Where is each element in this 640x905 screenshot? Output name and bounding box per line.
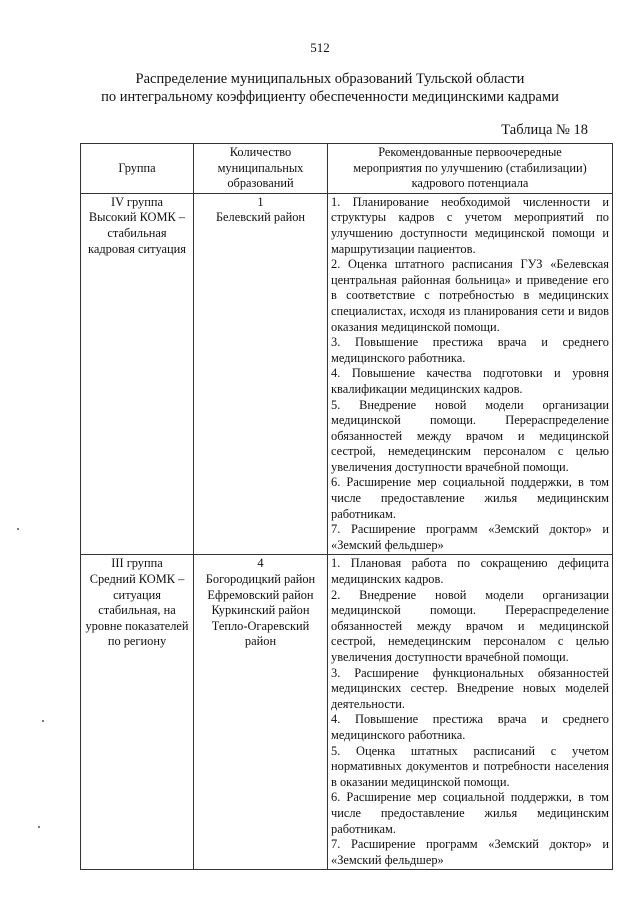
measure-item: 2. Оценка штатного расписания ГУЗ «Белевская центральная районная больница» и приведение его в соответствие с потребностью в медицинских специалистах, исходя из планирования сети и видов оказания медицинской помощи. bbox=[331, 257, 609, 334]
table-row bbox=[81, 555, 613, 870]
municipality-count: 4 bbox=[257, 556, 264, 571]
header-measures: Рекомендованные первоочередные мероприятия по улучшению (стабилизации) кадрового потенциала bbox=[328, 144, 613, 194]
measure-item: 5. Оценка штатных расписаний с учетом нормативных документов и потребности населения в оказании медицинской помощи. bbox=[331, 743, 609, 789]
measure-item: 7. Расширение программ «Земский доктор» и «Земский фельдшер» bbox=[331, 522, 609, 552]
scan-speck bbox=[38, 826, 40, 828]
measure-item: 6. Расширение мер социальной поддержки, в том числе предоставление жилья медицинским работникам. bbox=[331, 790, 609, 836]
row-measures bbox=[328, 555, 613, 870]
title-line-1: Распределение муниципальных образований Тульской области bbox=[135, 71, 525, 87]
document-title bbox=[60, 70, 600, 106]
table-header-row bbox=[81, 144, 613, 194]
measure-item: 4. Повышение качества подготовки и уровня квалификации медицинских кадров. bbox=[331, 366, 609, 396]
distribution-table bbox=[80, 143, 613, 870]
table-label: Таблица № 18 bbox=[501, 122, 588, 138]
district-list: Белевский район bbox=[215, 210, 306, 225]
measure-item: 4. Повышение престижа врача и среднего медицинского работника. bbox=[331, 712, 609, 742]
measure-item: 1. Планирование необходимой численности и структуры кадров с учетом мероприятий по улучшению доступности медицинской помощи и маршрутизации пациентов. bbox=[331, 194, 609, 256]
header-group: Группа bbox=[81, 144, 194, 194]
row-count-cell bbox=[194, 193, 328, 555]
page-number: 512 bbox=[310, 40, 330, 55]
row-count-cell bbox=[194, 555, 328, 870]
table-row bbox=[81, 193, 613, 555]
measure-item: 2. Внедрение новой модели организации медицинской помощи. Перераспределение обязанностей между врачом и медицинской сестрой, немедецинским персоналом с целью увеличения доступности врачебной помощи. bbox=[331, 587, 609, 664]
scan-speck bbox=[17, 528, 19, 530]
measure-item: 7. Расширение программ «Земский доктор» и «Земский фельдшер» bbox=[331, 837, 609, 867]
row-group: III группа Средний КОМК – ситуация стабильная, на уровне показателей по региону bbox=[81, 555, 194, 870]
header-count: Количество муниципальных образований bbox=[194, 144, 328, 194]
row-group: IV группа Высокий КОМК – стабильная кадровая ситуация bbox=[81, 193, 194, 555]
measure-item: 5. Внедрение новой модели организации медицинской помощи. Перераспределение обязанностей между врачом и медицинской сестрой, немедецинским персоналом с целью увеличения доступности врачебной помощи. bbox=[331, 397, 609, 474]
measure-item: 3. Повышение престижа врача и среднего медицинского работника. bbox=[331, 335, 609, 365]
measure-item: 1. Плановая работа по сокращению дефицита медицинских кадров. bbox=[331, 556, 609, 587]
scan-speck bbox=[42, 720, 44, 722]
district-list: Богородицкий район Ефремовский район Куркинский район Тепло-Огаревский район bbox=[205, 572, 316, 649]
measure-item: 6. Расширение мер социальной поддержки, в том числе предоставление жилья медицинским работникам. bbox=[331, 475, 609, 521]
row-measures bbox=[328, 193, 613, 555]
title-line-2: по интегральному коэффициенту обеспеченности медицинскими кадрами bbox=[101, 89, 559, 105]
measure-item: 3. Расширение функциональных обязанностей медицинских сестер. Внедрение новых моделей деятельности. bbox=[331, 665, 609, 711]
municipality-count: 1 bbox=[257, 194, 264, 209]
